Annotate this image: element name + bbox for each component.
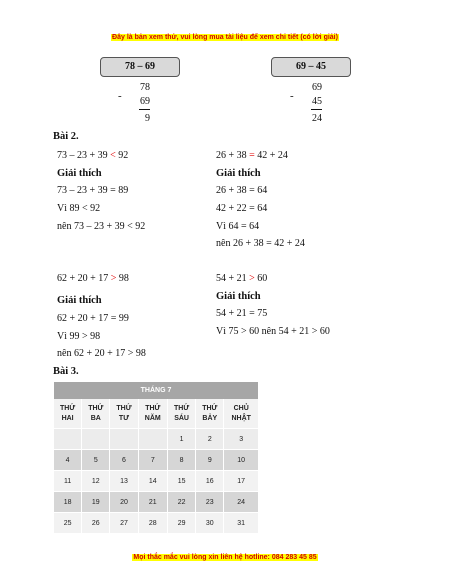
weekday-header-cell xyxy=(168,399,196,429)
explanation-heading: Giải thích xyxy=(216,291,261,302)
calendar-day-cell: 3 xyxy=(224,429,258,450)
comparison-4: 54 + 21 > 60 xyxy=(216,273,268,284)
explanation-line: Vì 64 = 64 xyxy=(216,221,260,232)
calendar-day-cell: 27 xyxy=(110,513,138,534)
calendar-day-cell: 4 xyxy=(54,450,82,471)
weekday-line-1: THỨ xyxy=(174,404,190,412)
minus-sign: - xyxy=(118,90,122,102)
calendar-day-cell xyxy=(138,429,167,450)
weekday-header-cell xyxy=(224,399,258,429)
weekday-line-2: SÁU xyxy=(174,414,189,422)
weekday-header-cell xyxy=(196,399,224,429)
weekday-line-2: NHẬT xyxy=(231,414,251,422)
explanation-line: 73 – 23 + 39 = 89 xyxy=(57,185,129,196)
explanation-line: Vì 99 > 98 xyxy=(57,331,101,342)
calc-label-1: 78 – 69 xyxy=(100,57,180,77)
calendar-day-cell: 18 xyxy=(54,492,82,513)
difference: 24 xyxy=(312,113,322,124)
calendar-week-row xyxy=(54,471,259,492)
calendar-day-cell: 14 xyxy=(138,471,167,492)
calendar-day-cell: 8 xyxy=(168,450,196,471)
calendar-day-cell: 23 xyxy=(196,492,224,513)
calendar-day-cell: 26 xyxy=(82,513,110,534)
calendar-day-cell: 16 xyxy=(196,471,224,492)
calendar-day-cell: 19 xyxy=(82,492,110,513)
result-line xyxy=(139,109,150,110)
vertical-subtraction-2 xyxy=(290,82,322,127)
comparison-sign: > xyxy=(110,273,117,284)
calendar-day-cell: 6 xyxy=(110,450,138,471)
hotline-banner: Mọi thắc mắc vui lòng xin liên hệ hotline: 084 283 45 85 xyxy=(133,554,317,561)
subtrahend: 45 xyxy=(312,96,322,107)
calendar-july xyxy=(53,382,258,533)
comparison-sign: < xyxy=(110,150,116,161)
weekday-line-2: BA xyxy=(90,414,101,422)
calendar-month-title: THÁNG 7 xyxy=(54,382,259,399)
calendar-week-row xyxy=(54,429,259,450)
weekday-header-cell xyxy=(110,399,138,429)
preview-notice-banner: Đây là bản xem thử, vui lòng mua tài liệu để xem chi tiết (có lời giải) xyxy=(112,34,338,41)
calendar-day-cell: 5 xyxy=(82,450,110,471)
weekday-line-1: THỨ xyxy=(88,404,104,412)
calendar-day-cell xyxy=(110,429,138,450)
weekday-line-2: BẢY xyxy=(202,414,218,422)
calendar-body xyxy=(54,429,259,534)
weekday-line-2: TƯ xyxy=(118,414,130,422)
explanation-line: Vì 89 < 92 xyxy=(57,203,101,214)
calendar-day-cell xyxy=(82,429,110,450)
weekday-line-2: NĂM xyxy=(144,414,161,422)
minuend: 78 xyxy=(140,82,150,93)
subtrahend: 69 xyxy=(140,96,150,107)
weekday-line-1: THỨ xyxy=(60,404,76,412)
calendar-day-cell: 29 xyxy=(168,513,196,534)
weekday-line-1: THỨ xyxy=(116,404,132,412)
weekday-line-1: THỨ xyxy=(145,404,161,412)
calendar-week-row xyxy=(54,513,259,534)
calendar-day-cell: 2 xyxy=(196,429,224,450)
weekday-header-cell xyxy=(54,399,82,429)
calc-label-2: 69 – 45 xyxy=(271,57,351,77)
calendar-week-row xyxy=(54,450,259,471)
explanation-line: 62 + 20 + 17 = 99 xyxy=(57,313,129,324)
calendar-day-cell: 31 xyxy=(224,513,258,534)
section-title-bai-2: Bài 2. xyxy=(53,131,79,142)
explanation-line: Vì 75 > 60 nên 54 + 21 > 60 xyxy=(216,326,330,337)
calendar-day-cell: 1 xyxy=(168,429,196,450)
calendar-week-row xyxy=(54,492,259,513)
comparison-3: 62 + 20 + 17 > 98 xyxy=(57,273,129,284)
comparison-sign: > xyxy=(249,273,255,284)
calendar-day-cell: 12 xyxy=(82,471,110,492)
explanation-heading: Giải thích xyxy=(57,168,102,179)
vertical-subtraction-1 xyxy=(118,82,150,127)
calendar-day-cell: 22 xyxy=(168,492,196,513)
calendar-day-cell: 15 xyxy=(168,471,196,492)
weekday-line-1: CHỦ xyxy=(233,404,249,412)
calendar-weekday-header xyxy=(54,399,259,429)
explanation-line: nên 73 – 23 + 39 < 92 xyxy=(57,221,146,232)
calendar-day-cell: 28 xyxy=(138,513,167,534)
minuend: 69 xyxy=(312,82,322,93)
explanation-line: nên 62 + 20 + 17 > 98 xyxy=(57,348,146,359)
explanation-line: 42 + 22 = 64 xyxy=(216,203,268,214)
weekday-header-cell xyxy=(138,399,167,429)
calendar-day-cell xyxy=(54,429,82,450)
explanation-line: 26 + 38 = 64 xyxy=(216,185,268,196)
calendar-day-cell: 24 xyxy=(224,492,258,513)
explanation-heading: Giải thích xyxy=(216,168,261,179)
comparison-2: 26 + 38 = 42 + 24 xyxy=(216,150,288,161)
calendar-day-cell: 7 xyxy=(138,450,167,471)
calendar-day-cell: 25 xyxy=(54,513,82,534)
calendar-day-cell: 10 xyxy=(224,450,258,471)
explanation-line: nên 26 + 38 = 42 + 24 xyxy=(216,238,305,249)
calendar-day-cell: 21 xyxy=(138,492,167,513)
comparison-sign: = xyxy=(249,150,255,161)
explanation-line: 54 + 21 = 75 xyxy=(216,308,268,319)
weekday-header-cell xyxy=(82,399,110,429)
section-title-bai-3: Bài 3. xyxy=(53,366,79,377)
comparison-1: 73 – 23 + 39 < 92 xyxy=(57,150,129,161)
calendar-day-cell: 30 xyxy=(196,513,224,534)
weekday-line-2: HAI xyxy=(61,414,74,422)
calendar-day-cell: 9 xyxy=(196,450,224,471)
calendar-day-cell: 13 xyxy=(110,471,138,492)
calendar-day-cell: 11 xyxy=(54,471,82,492)
explanation-heading: Giải thích xyxy=(57,295,102,306)
calendar-day-cell: 20 xyxy=(110,492,138,513)
calendar-day-cell: 17 xyxy=(224,471,258,492)
weekday-line-1: THỨ xyxy=(202,404,218,412)
difference: 9 xyxy=(145,113,150,124)
result-line xyxy=(311,109,322,110)
minus-sign: - xyxy=(290,90,294,102)
